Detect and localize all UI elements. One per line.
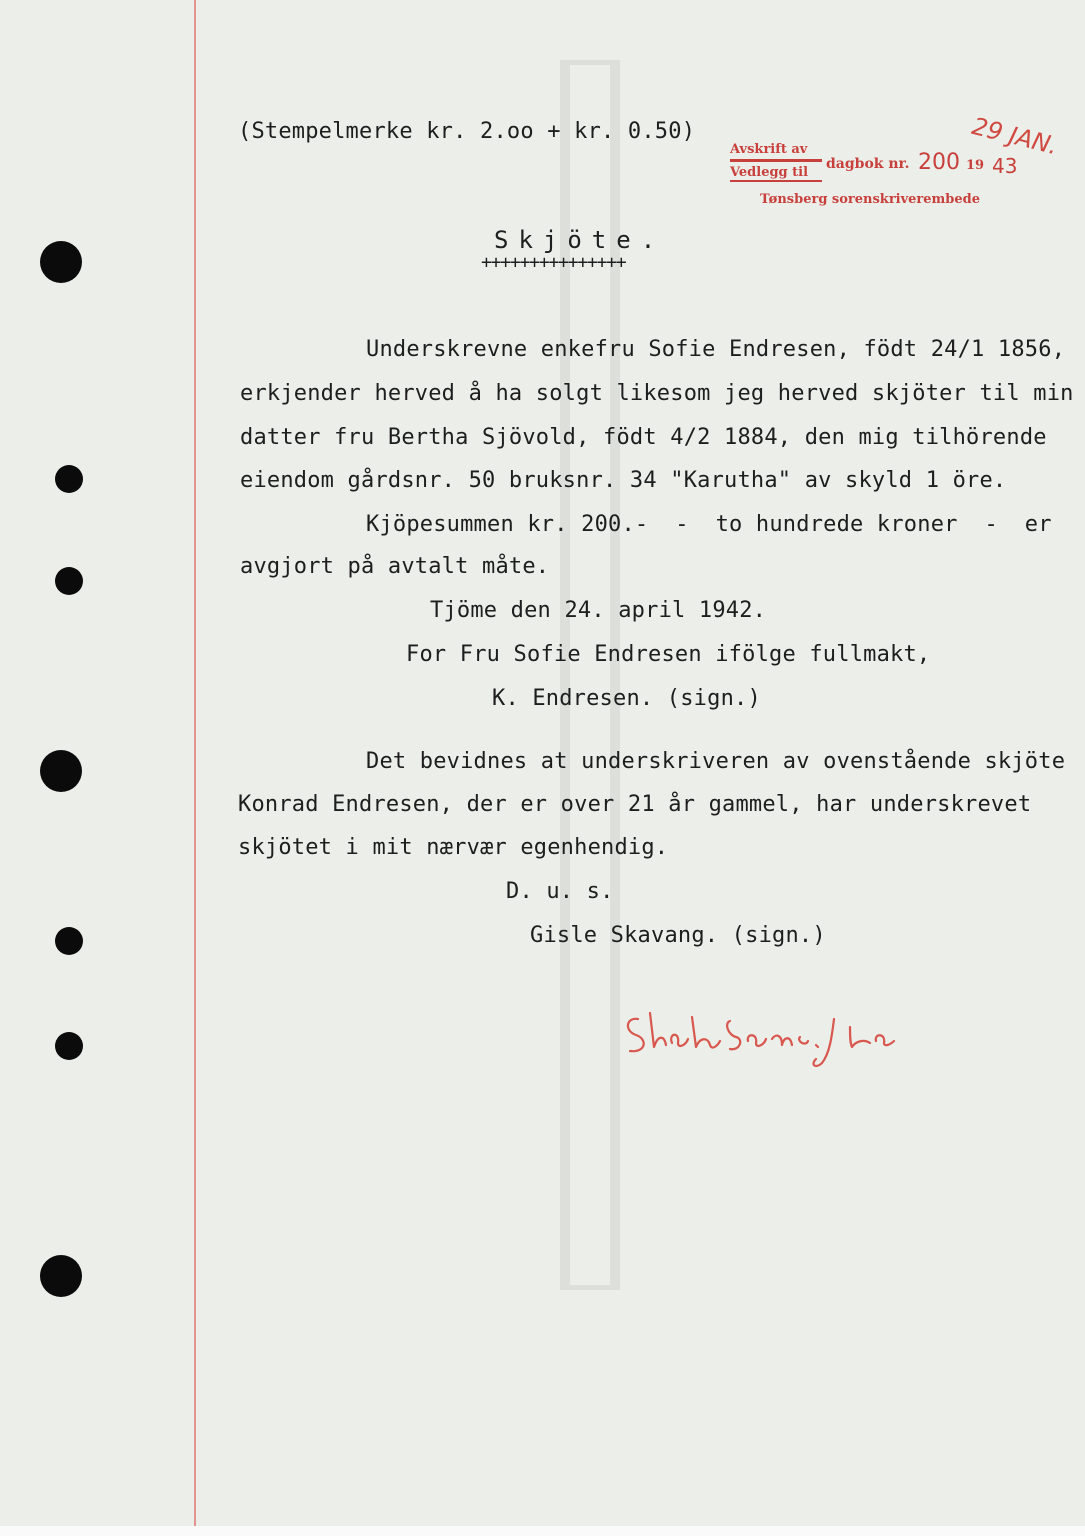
punch-hole xyxy=(55,465,83,493)
stamp-dagbok-label: dagbok nr. xyxy=(826,156,910,172)
stamp-year-prefix: 19 xyxy=(966,158,985,173)
stamp-strike xyxy=(730,159,822,162)
stamp-year: 43 xyxy=(992,154,1018,178)
margin-rule xyxy=(194,0,196,1530)
place-date: Tjöme den 24. april 1942. xyxy=(430,598,767,623)
body-line: datter fru Bertha Sjövold, födt 4/2 1884, den mig tilhörende xyxy=(240,425,1047,450)
stamp-fee-note: (Stempelmerke kr. 2.oo + kr. 0.50) xyxy=(238,119,696,144)
punch-hole xyxy=(55,927,83,955)
handwritten-signature xyxy=(620,1005,930,1075)
punch-hole xyxy=(40,750,82,792)
stamp-line-avskrift: Avskrift av xyxy=(730,142,808,157)
stamp-underline xyxy=(730,180,822,182)
body-line: erkjender herved å ha solgt likesom jeg herved skjöter til min xyxy=(240,381,1074,406)
title-underline: +++++++++++++++ xyxy=(481,252,626,273)
punch-hole xyxy=(40,241,82,283)
document-title: Skjöte. xyxy=(494,226,666,254)
body-line: eiendom gårdsnr. 50 bruksnr. 34 "Karutha" av skyld 1 öre. xyxy=(240,468,1007,493)
attest-line: Det bevidnes at underskriveren av ovenstående skjöte xyxy=(366,749,1066,774)
body-line: Kjöpesummen kr. 200.- - to hundrede kroner - er xyxy=(366,512,1052,537)
signature-2: Gisle Skavang. (sign.) xyxy=(530,923,826,948)
punch-hole xyxy=(55,567,83,595)
punch-hole xyxy=(40,1255,82,1297)
body-line: avgjort på avtalt måte. xyxy=(240,554,550,579)
punch-hole xyxy=(55,1032,83,1060)
attest-line: Konrad Endresen, der er over 21 år gammel, har underskrevet xyxy=(238,792,1032,817)
body-line: Underskrevne enkefru Sofie Endresen, födt 24/1 1856, xyxy=(366,337,1066,362)
stamp-office: Tønsberg sorenskriverembede xyxy=(760,192,981,207)
stamp-number: 200 xyxy=(918,150,960,175)
proxy-line: For Fru Sofie Endresen ifölge fullmakt, xyxy=(406,642,931,667)
attest-line: skjötet i mit nærvær egenhendig. xyxy=(238,835,669,860)
closing-dus: D. u. s. xyxy=(506,879,614,904)
received-date-stamp: 29 JAN. xyxy=(969,112,1061,161)
page-edge xyxy=(0,1526,1085,1536)
stamp-line-vedlegg: Vedlegg til xyxy=(730,165,809,180)
signature-1: K. Endresen. (sign.) xyxy=(492,686,761,711)
